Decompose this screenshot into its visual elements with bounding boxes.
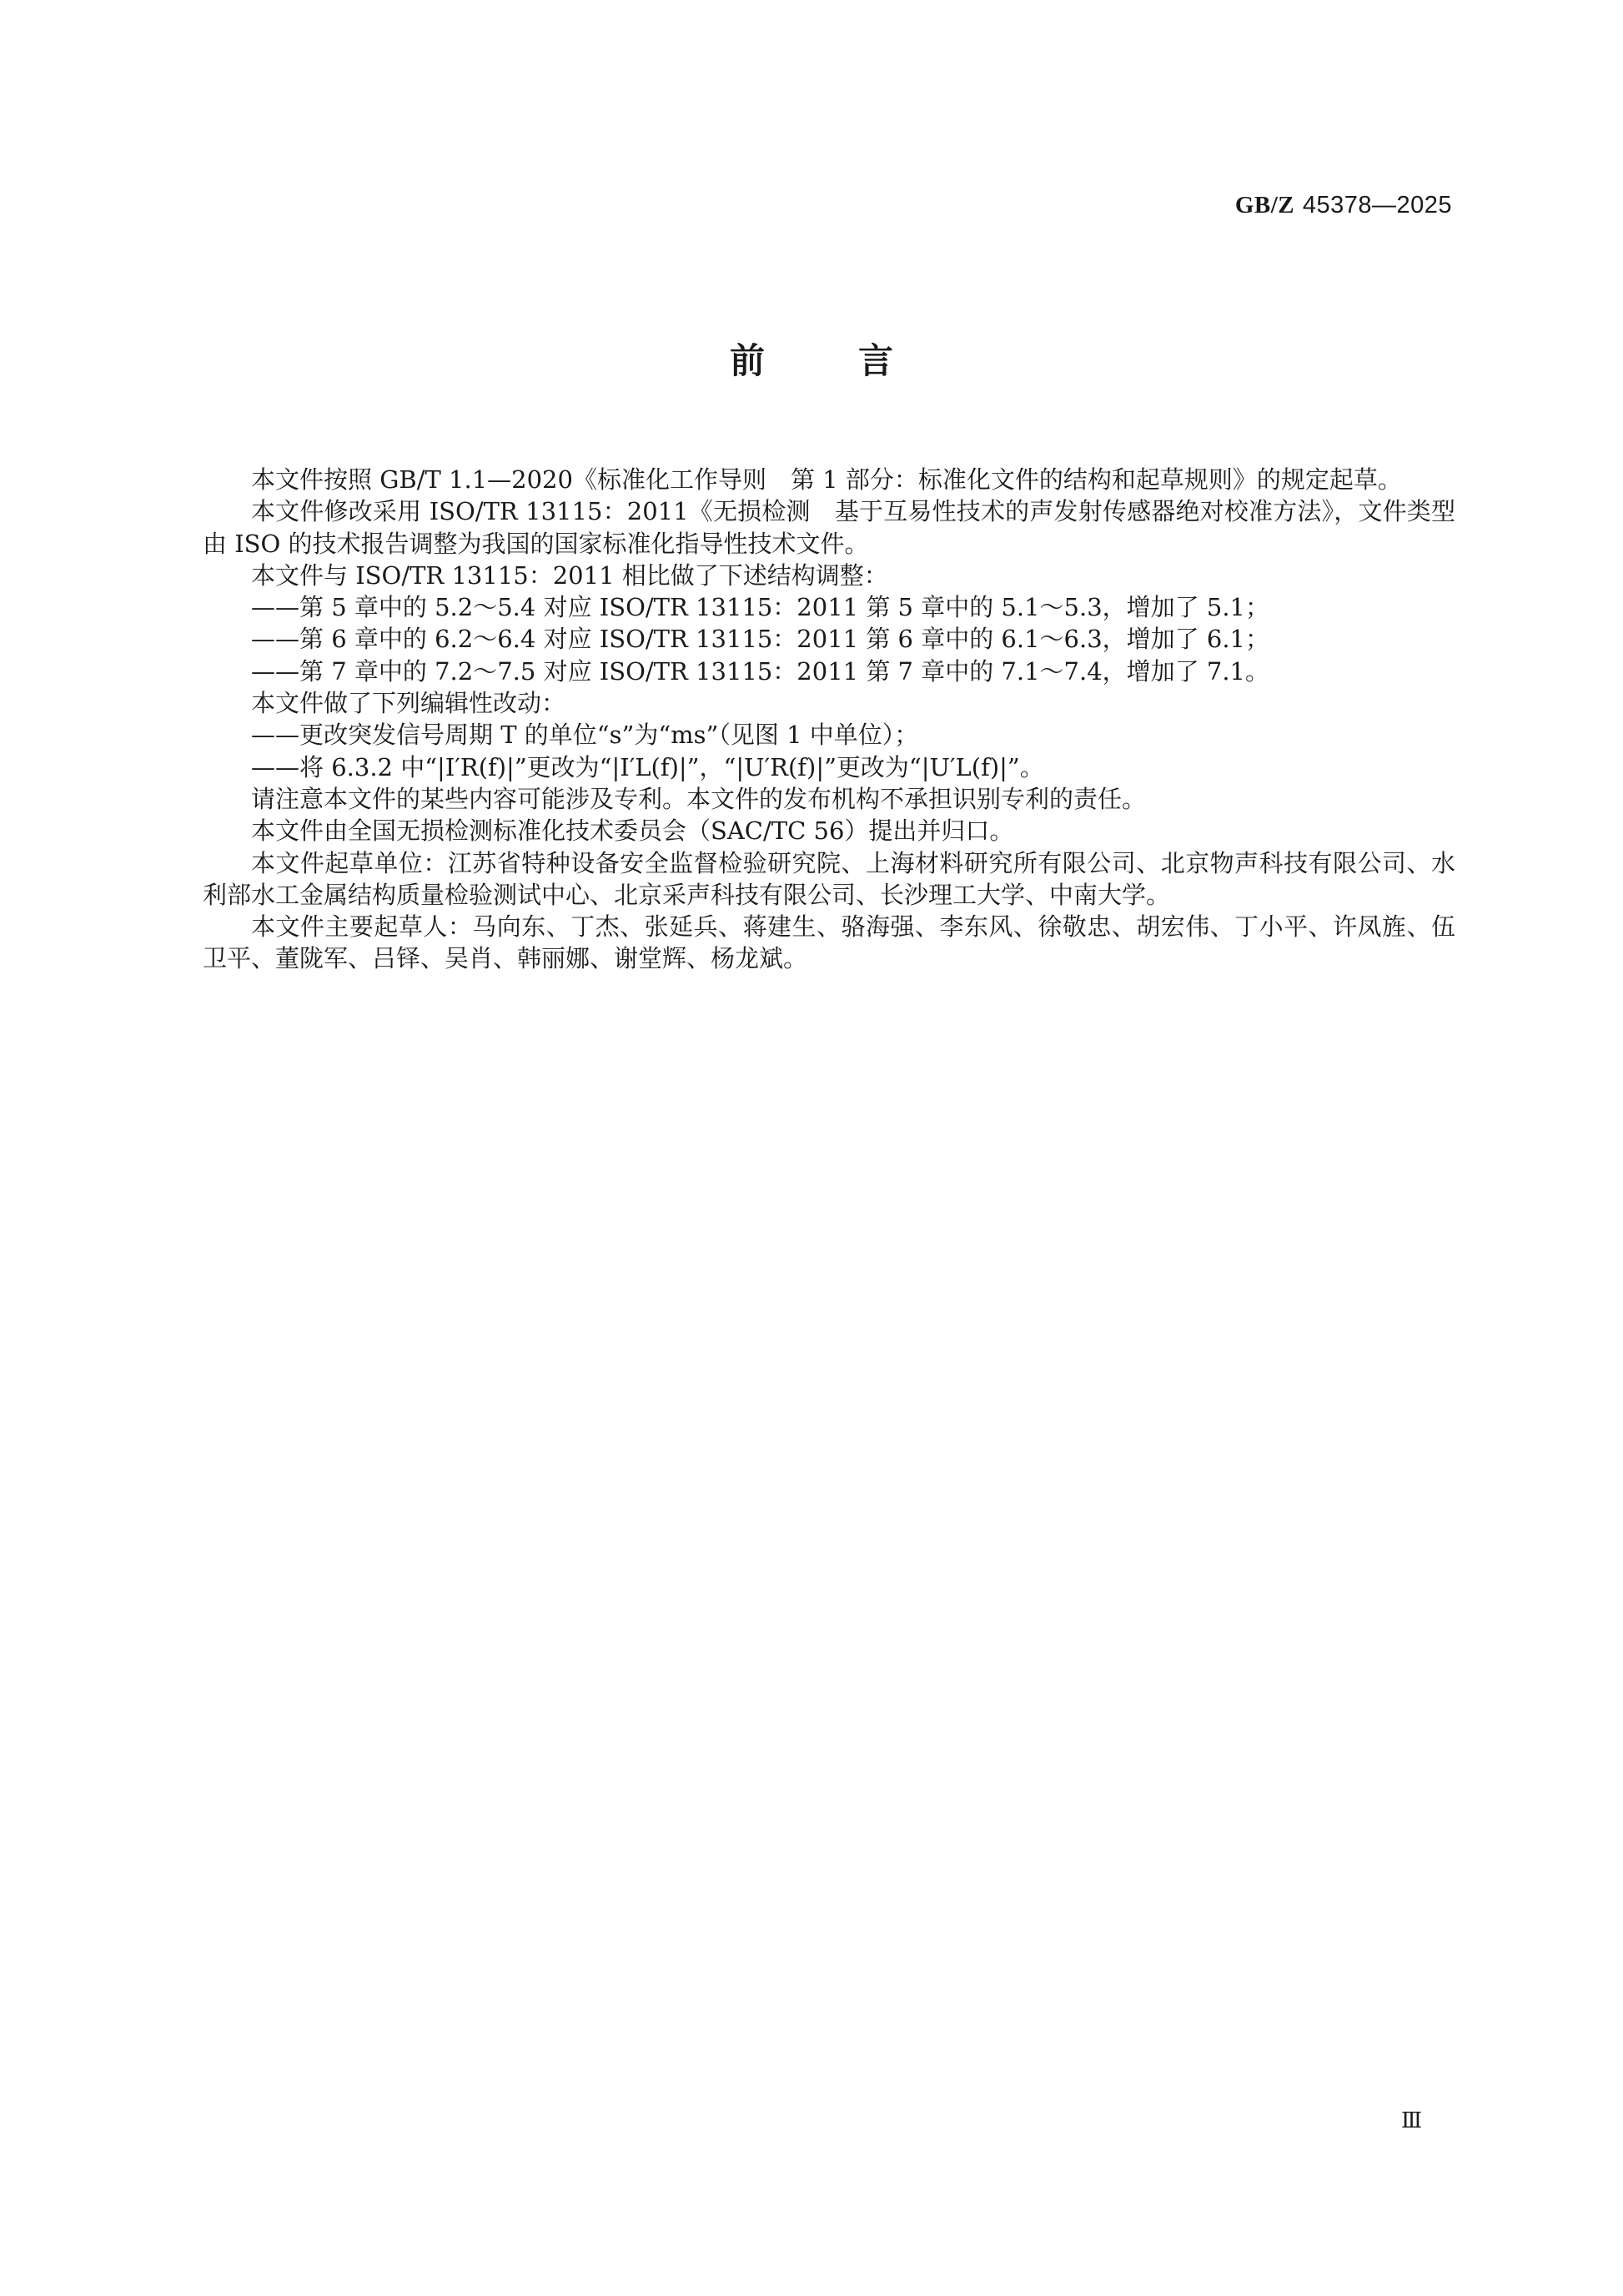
- standard-number: 45378—2025: [1302, 192, 1452, 219]
- paragraph-drafters: 本文件主要起草人：马向东、丁杰、张延兵、蒋建生、骆海强、李东风、徐敬忠、胡宏伟、丁小平、许凤旌、伍卫平、董陇军、吕铎、吴肖、韩丽娜、谢堂辉、杨龙斌。: [203, 912, 1455, 973]
- standard-code: [1235, 190, 1452, 219]
- page-title: 前言: [729, 340, 987, 381]
- paragraph-adoption: 本文件修改采用 ISO/TR 13115：2011《无损检测 基于互易性技术的声发射传感器绝对校准方法》，文件类型由 ISO 的技术报告调整为我国的国家标准化指导性技术文件。: [203, 497, 1455, 558]
- foreword-body: [203, 464, 1455, 975]
- paragraph-editorial-intro: 本文件做了下列编辑性改动：: [251, 689, 566, 718]
- paragraph-committee: 本文件由全国无损检测标准化技术委员会（SAC/TC 56）提出并归口。: [251, 816, 1014, 846]
- list-item-symbol-change: ——将 6.3.2 中“|I′R(f)|”更改为“|I′L(f)|”，“|U′R(f)|”更改为“|U′L(f)|”。: [251, 752, 1044, 781]
- paragraph-structure-intro: 本文件与 ISO/TR 13115：2011 相比做了下述结构调整：: [251, 560, 888, 590]
- list-item-chapter-5: ——第 5 章中的 5.2～5.4 对应 ISO/TR 13115：2011 第 5 章中的 5.1～5.3，增加了 5.1；: [251, 593, 1270, 622]
- paragraph-drafting-rules: 本文件按照 GB/T 1.1—2020《标准化工作导则 第 1 部分：标准化文件的结构和起草规则》的规定起草。: [251, 465, 1402, 494]
- list-item-chapter-7: ——第 7 章中的 7.2～7.5 对应 ISO/TR 13115：2011 第 7 章中的 7.1～7.4，增加了 7.1。: [251, 656, 1270, 686]
- list-item-unit-change: ——更改突发信号周期 T 的单位“s”为“ms”（见图 1 中单位）；: [251, 721, 919, 750]
- page-number: Ⅲ: [1401, 2108, 1423, 2133]
- standard-prefix: GB/Z: [1234, 192, 1295, 219]
- list-item-chapter-6: ——第 6 章中的 6.2～6.4 对应 ISO/TR 13115：2011 第 6 章中的 6.1～6.3，增加了 6.1；: [251, 625, 1270, 654]
- paragraph-patent-notice: 请注意本文件的某些内容可能涉及专利。本文件的发布机构不承担识别专利的责任。: [251, 784, 1147, 813]
- paragraph-drafting-units: 本文件起草单位：江苏省特种设备安全监督检验研究院、上海材料研究所有限公司、北京物声科技有限公司、水利部水工金属结构质量检验测试中心、北京采声科技有限公司、长沙理工大学、中南大学。: [203, 848, 1455, 909]
